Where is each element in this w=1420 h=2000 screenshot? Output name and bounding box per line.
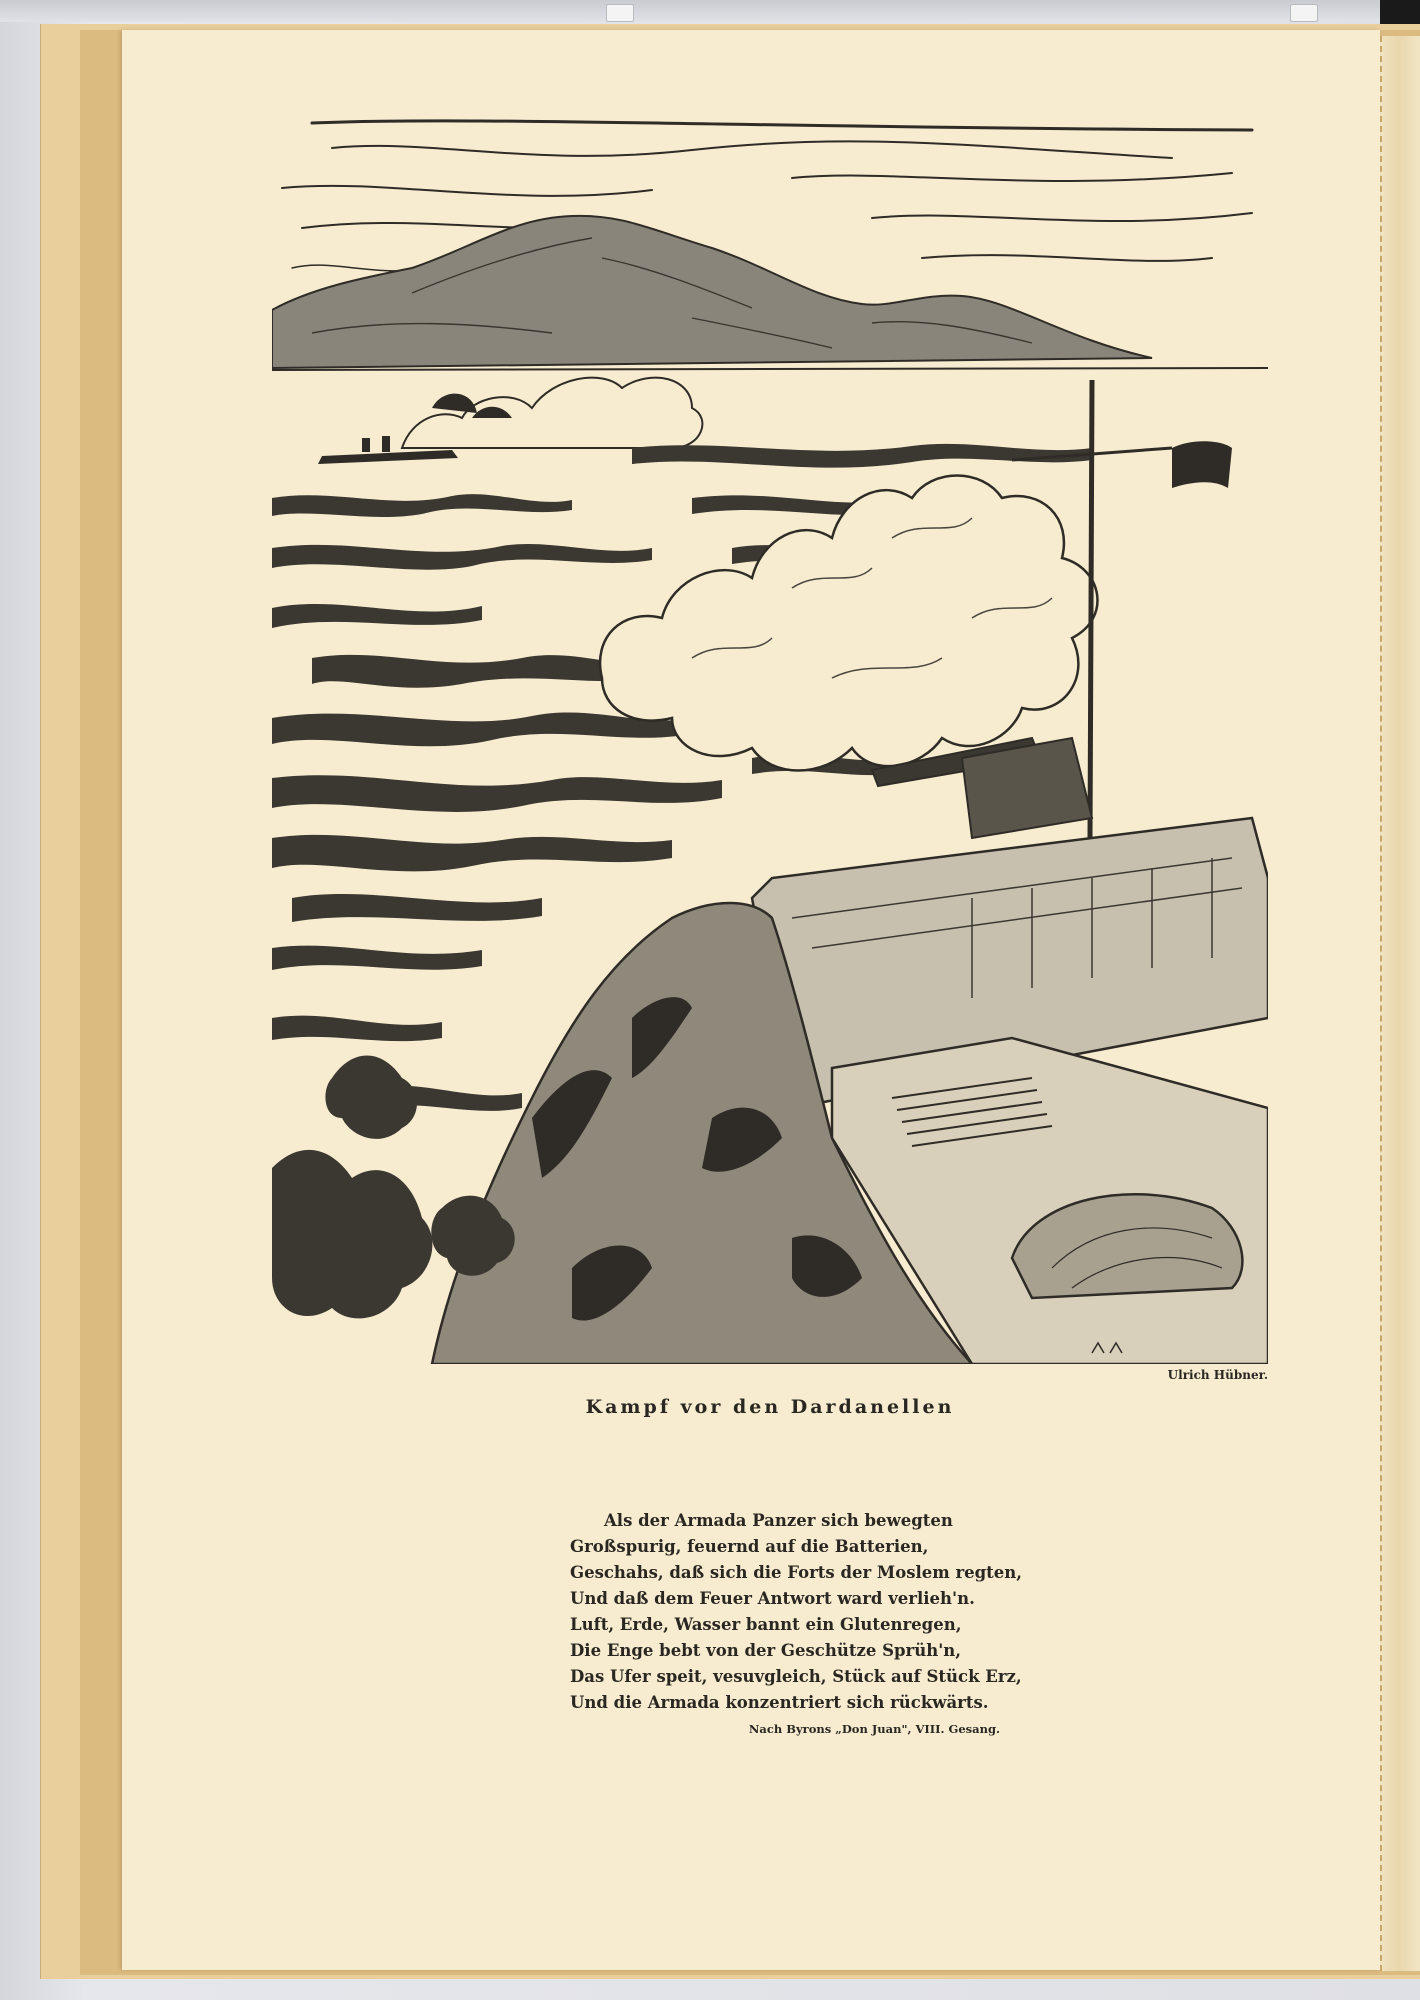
poem-line: Luft, Erde, Wasser bannt ein Glutenregen, (570, 1615, 962, 1634)
binder-strip (0, 0, 1420, 22)
sky-stroke (282, 186, 652, 196)
warship-funnel (382, 436, 390, 452)
distant-smoke (402, 378, 702, 448)
poem-line: Großspurig, feuernd auf die Batterien, (570, 1537, 929, 1556)
poem-line: Und die Armada konzentriert sich rückwärts. (570, 1693, 989, 1712)
flag (1172, 441, 1232, 488)
corner-shadow (1380, 0, 1420, 26)
binder-clip (1290, 4, 1318, 22)
warship-funnel (362, 438, 370, 452)
binder-clip (606, 4, 634, 22)
cannon-smoke (600, 476, 1097, 771)
poem-line: Die Enge bebt von der Geschütze Sprüh'n, (570, 1641, 961, 1660)
page-fold-edge (1380, 36, 1420, 1971)
distant-warship (318, 450, 458, 464)
illustration-caption: Kampf vor den Dardanellen (585, 1396, 955, 1418)
poem (570, 1508, 1023, 1716)
sky-stroke (922, 255, 1212, 261)
artist-signature: Ulrich Hübner. (1167, 1368, 1268, 1382)
sky-stroke (872, 213, 1252, 221)
poem-line: Als der Armada Panzer sich bewegten (604, 1511, 953, 1530)
poem-line: Das Ufer speit, vesuvgleich, Stück auf Stück Erz, (570, 1667, 1022, 1686)
illustration (272, 118, 1268, 1364)
poem-line: Geschahs, daß sich die Forts der Moslem regten, (570, 1563, 1023, 1582)
poem-source: Nach Byrons „Don Juan", VIII. Gesang. (748, 1722, 1000, 1736)
sky-stroke (332, 141, 1172, 158)
poem-line: Und daß dem Feuer Antwort ward verlieh'n. (570, 1589, 975, 1608)
flag-mast (1090, 380, 1092, 838)
sky-stroke (792, 173, 1232, 181)
sky-stroke (312, 121, 1252, 130)
